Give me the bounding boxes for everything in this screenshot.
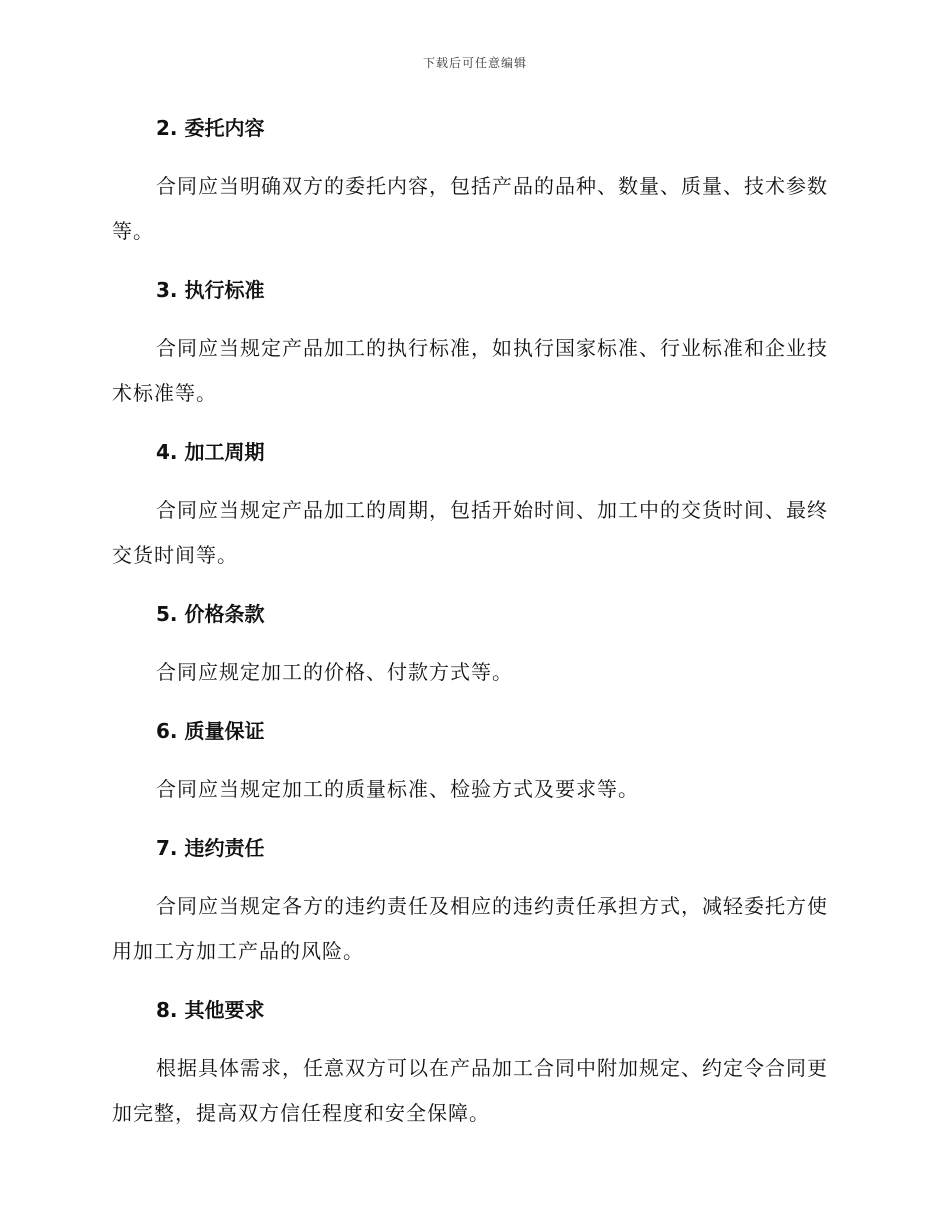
- section-paragraph: 合同应当规定各方的违约责任及相应的违约责任承担方式，减轻委托方使用加工方加工产品的风险。: [112, 894, 828, 963]
- section-paragraph: 合同应规定加工的价格、付款方式等。: [156, 660, 513, 684]
- section-paragraph: 根据具体需求，任意双方可以在产品加工合同中附加规定、约定令合同更加完整，提高双方信任程度和安全保障。: [112, 1056, 828, 1125]
- section-heading: 8. 其他要求: [156, 998, 265, 1022]
- section-heading: 2. 委托内容: [156, 116, 265, 140]
- section-2: [112, 112, 832, 254]
- section-paragraph: 合同应当规定产品加工的周期，包括开始时间、加工中的交货时间、最终交货时间等。: [112, 498, 828, 567]
- section-3: [112, 274, 832, 416]
- section-heading: 6. 质量保证: [156, 719, 265, 743]
- section-heading: 3. 执行标准: [156, 278, 265, 302]
- document-body: [112, 112, 832, 1136]
- section-4: [112, 436, 832, 578]
- section-paragraph: 合同应当明确双方的委托内容，包括产品的品种、数量、质量、技术参数等。: [112, 174, 828, 243]
- header-note: 下载后可任意编辑: [422, 56, 527, 70]
- section-5: [112, 598, 832, 695]
- section-paragraph: 合同应当规定加工的质量标准、检验方式及要求等。: [156, 777, 639, 801]
- section-heading: 5. 价格条款: [156, 602, 265, 626]
- section-paragraph: 合同应当规定产品加工的执行标准，如执行国家标准、行业标准和企业技术标准等。: [112, 336, 828, 405]
- section-heading: 7. 违约责任: [156, 836, 265, 860]
- section-heading: 4. 加工周期: [156, 440, 265, 464]
- section-7: [112, 832, 832, 974]
- section-8: [112, 994, 832, 1136]
- section-6: [112, 715, 832, 812]
